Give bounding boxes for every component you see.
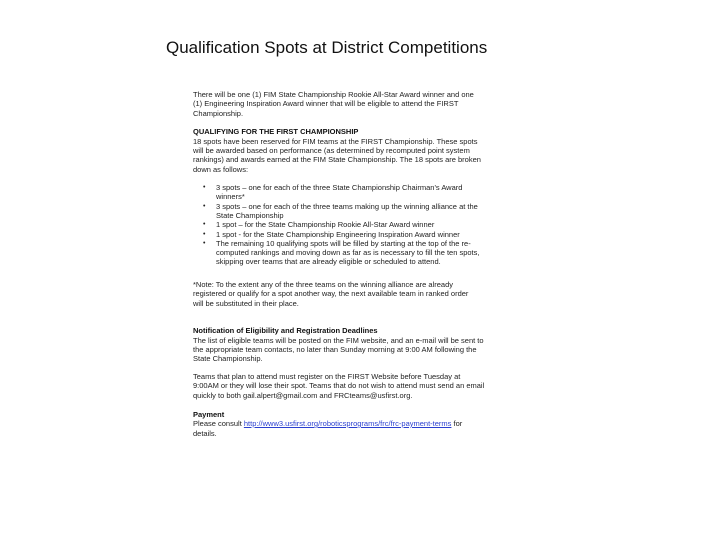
qualifying-line: rankings) and awards earned at the FIM State Championship. The 18 spots are broken (193, 155, 481, 165)
qualifying-line: will be awarded based on performance (as determined by recomputed point system (193, 145, 470, 155)
notification-line: The list of eligible teams will be posted on the FIM website, and an e-mail will be sent to (193, 335, 484, 345)
note-line: registered or qualify for a spot another way, the next available team in ranked order (193, 289, 469, 299)
registration-line: Teams that plan to attend must register on the FIRST Website before Tuesday at (193, 372, 461, 381)
note-line: will be substituted in their place. (193, 298, 299, 308)
qualifying-line: down as follows: (193, 164, 249, 174)
bullet-icon: • (203, 202, 206, 210)
bullet-icon: • (203, 230, 206, 238)
bullet-item-line: 1 spot – for the State Championship Rookie All-Star Award winner (216, 220, 435, 230)
bullet-icon: • (203, 239, 206, 247)
payment-line: details. (193, 428, 217, 438)
notification-line: State Championship. (193, 354, 263, 364)
qualifying-line: 18 spots have been reserved for FIM teams at the FIRST Championship. These spots (193, 136, 478, 146)
bullet-icon: • (203, 184, 206, 191)
notification-line: the appropriate team contacts, no later than Sunday morning at 9:00 AM following the (193, 344, 477, 354)
bullet-item-line: skipping over teams that are already eligible or scheduled to attend. (216, 257, 441, 267)
registration-line: quickly to both gail.alpert@gmail.com and FRCteams@usfirst.org. (193, 390, 413, 400)
intro-line: Championship. (193, 108, 244, 118)
intro-line: (1) Engineering Inspiration Award winner that will be eligible to attend the FIRST (193, 99, 459, 109)
bullet-item-line: 1 spot - for the State Championship Engineering Inspiration Award winner (216, 229, 460, 239)
note-line: *Note: To the extent any of the three teams on the winning alliance are already (193, 280, 454, 289)
payment-suffix: for (451, 419, 463, 428)
bullet-item-line: 3 spots – one for each of the three State Championship Chairman's Award (216, 183, 463, 192)
bullet-icon: • (203, 221, 206, 229)
bullet-item-line: State Championship (216, 210, 284, 220)
bullet-item-line: The remaining 10 qualifying spots will be filled by starting at the top of the re- (216, 238, 471, 248)
payment-line (193, 419, 462, 428)
registration-line: 9:00AM or they will lose their spot. Teams that do not wish to attend must send an email (193, 381, 485, 391)
notification-heading: Notification of Eligibility and Registration Deadlines (193, 326, 378, 335)
qualifying-heading: QUALIFYING FOR THE FIRST CHAMPIONSHIP (193, 127, 359, 136)
bullet-item-line: winners* (216, 192, 245, 202)
intro-line: There will be one (1) FIM State Championship Rookie All-Star Award winner and one (193, 90, 474, 99)
payment-prefix: Please consult (193, 419, 244, 428)
bullet-item-line: computed rankings and moving down as far as is necessary to fill the ten spots, (216, 248, 480, 258)
payment-terms-link[interactable]: http://www3.usfirst.org/roboticsprograms/frc/frc-payment-terms (243, 419, 452, 428)
bullet-item-line: 3 spots – one for each of the three teams making up the winning alliance at the (216, 201, 478, 211)
payment-heading: Payment (193, 410, 225, 419)
slide-title: Qualification Spots at District Competitions (166, 38, 488, 57)
